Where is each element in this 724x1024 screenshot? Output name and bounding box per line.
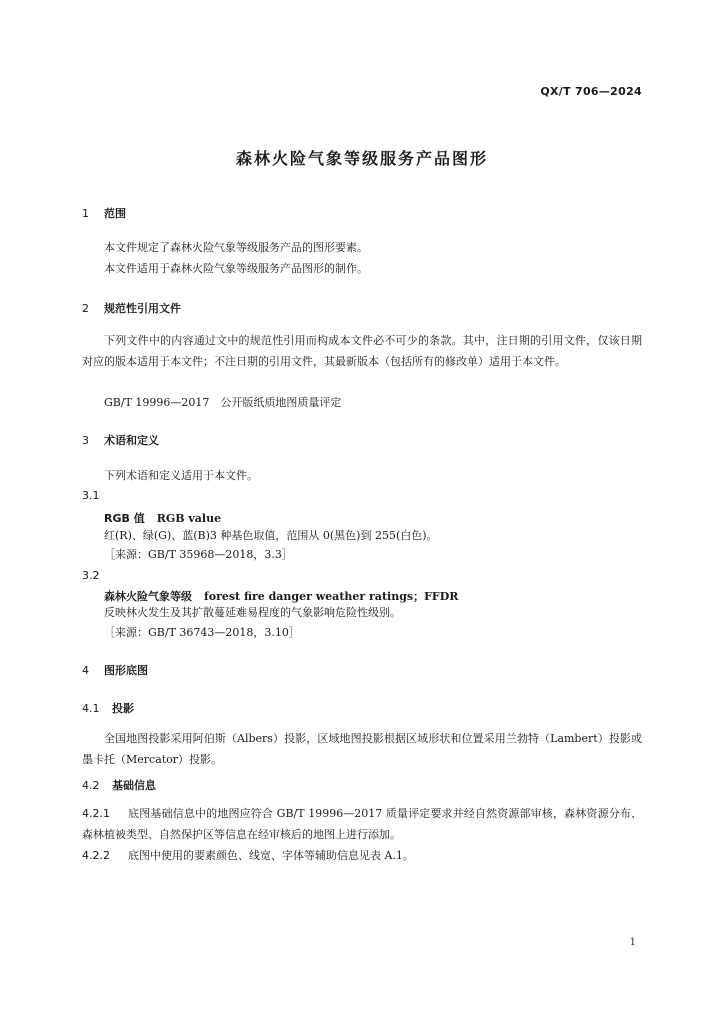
paragraph: 下列术语和定义适用于本文件。: [104, 469, 258, 482]
subsection-heading-4-1: [82, 700, 134, 716]
subsection-heading-4-2: [82, 777, 156, 793]
clause-number: 4.2.2: [82, 849, 110, 862]
document-title: 森林火险气象等级服务产品图形: [235, 149, 488, 168]
term-source: ［来源：GB/T 35968—2018，3.3］: [104, 548, 293, 561]
section-heading-2: [82, 300, 181, 316]
standard-number: QX/T 706—2024: [540, 85, 642, 98]
subsection-title: 基础信息: [112, 779, 156, 792]
section-heading-1: [82, 205, 126, 221]
section-title: 范围: [104, 207, 126, 220]
section-number: 1: [82, 207, 89, 220]
term-entry: [104, 510, 221, 526]
clause-text: 底图中使用的要素颜色、线宽、字体等辅助信息见表 A.1。: [128, 849, 414, 862]
paragraph: 下列文件中的内容通过文中的规范性引用而构成本文件必不可少的条款。其中，注日期的引用文件，仅该日期对应的版本适用于本文件；不注日期的引用文件，其最新版本（包括所有的修改单）适用于本文件。: [82, 334, 642, 368]
term-definition: 红(R)、绿(G)、蓝(B)3 种基色取值，范围从 0(黑色)到 255(白色)。: [104, 529, 438, 542]
normative-reference: GB/T 19996—2017 公开版纸质地图质量评定: [104, 396, 342, 409]
term-zh: RGB 值: [104, 512, 145, 525]
subsection-number: 4.2: [82, 779, 100, 792]
section-heading-3: [82, 432, 159, 448]
paragraph: 全国地图投影采用阿伯斯（Albers）投影，区域地图投影根据区域形状和位置采用兰勃特（Lambert）投影或墨卡托（Mercator）投影。: [82, 732, 642, 766]
section-title: 图形底图: [104, 664, 148, 677]
clause-4-2-2: [82, 845, 642, 866]
clause-text: 底图基础信息中的地图应符合 GB/T 19996—2017 质量评定要求并经自然资源部审核，森林资源分布、森林植被类型、自然保护区等信息在经审核后的地图上进行添加。: [82, 807, 642, 841]
term-source: ［来源：GB/T 36743—2018，3.10］: [104, 626, 300, 639]
clause-number: 4.2.1: [82, 807, 110, 820]
section-number: 3: [82, 434, 89, 447]
page-number: 1: [629, 937, 636, 948]
term-en: forest fire danger weather ratings；FFDR: [204, 590, 459, 603]
paragraph: 本文件规定了森林火险气象等级服务产品的图形要素。: [104, 241, 368, 254]
clause-4-2-1: [82, 803, 642, 845]
subsection-number: 4.1: [82, 702, 100, 715]
section-number: 2: [82, 302, 89, 315]
term-number: 3.1: [82, 489, 100, 502]
subsection-title: 投影: [112, 702, 134, 715]
section-heading-4: [82, 662, 148, 678]
term-en: RGB value: [156, 512, 222, 525]
term-definition: 反映林火发生及其扩散蔓延难易程度的气象影响危险性级别。: [104, 606, 401, 619]
term-number: 3.2: [82, 569, 100, 582]
section-title: 术语和定义: [104, 434, 159, 447]
section-title: 规范性引用文件: [104, 302, 181, 315]
term-zh: 森林火险气象等级: [104, 590, 192, 603]
section-1-body: [82, 237, 642, 279]
section-number: 4: [82, 664, 89, 677]
paragraph: 本文件适用于森林火险气象等级服务产品图形的制作。: [104, 262, 368, 275]
